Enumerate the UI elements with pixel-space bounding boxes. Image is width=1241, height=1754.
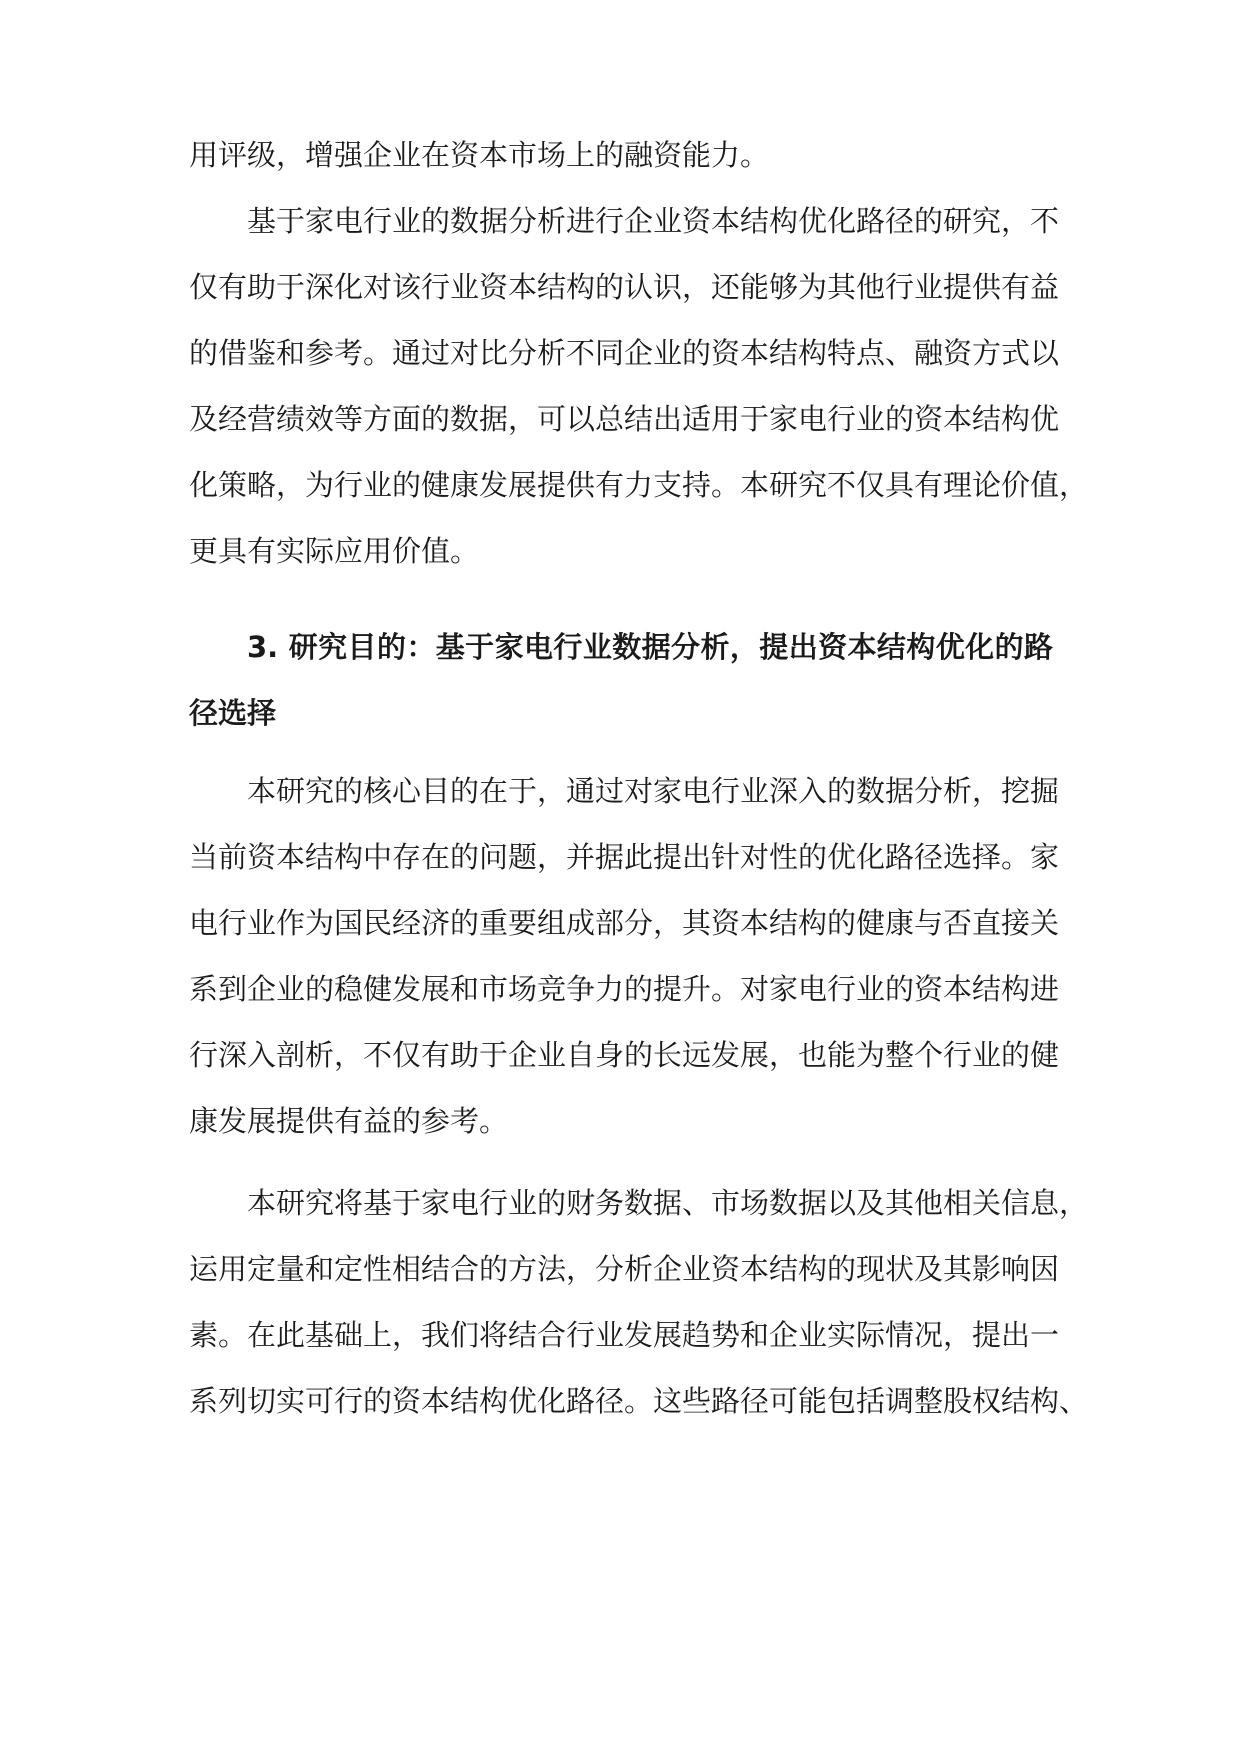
text-line: 电行业作为国民经济的重要组成部分，其资本结构的健康与否直接关: [189, 906, 1060, 940]
text-line: 行深入剖析，不仅有助于企业自身的长远发展，也能为整个行业的健: [189, 1038, 1060, 1072]
text-line: 运用定量和定性相结合的方法，分析企业资本结构的现状及其影响因: [189, 1252, 1060, 1286]
text-line: 用评级，增强企业在资本市场上的融资能力。: [189, 138, 770, 172]
text-line: 化策略，为行业的健康发展提供有力支持。本研究不仅具有理论价值，: [189, 468, 1089, 502]
section-heading: 径选择: [189, 696, 277, 730]
text-line: 仅有助于深化对该行业资本结构的认识，还能够为其他行业提供有益: [189, 270, 1060, 304]
text-line: 基于家电行业的数据分析进行企业资本结构优化路径的研究，不: [247, 204, 1060, 238]
text-line: 及经营绩效等方面的数据，可以总结出适用于家电行业的资本结构优: [189, 402, 1060, 436]
text-line: 系到企业的稳健发展和市场竞争力的提升。对家电行业的资本结构进: [189, 972, 1060, 1006]
text-line: 康发展提供有益的参考。: [189, 1104, 509, 1138]
text-line: 本研究将基于家电行业的财务数据、市场数据以及其他相关信息，: [247, 1186, 1089, 1220]
section-heading: 3. 研究目的：基于家电行业数据分析，提出资本结构优化的路: [247, 630, 1053, 664]
text-line: 当前资本结构中存在的问题，并据此提出针对性的优化路径选择。家: [189, 840, 1060, 874]
text-line: 系列切实可行的资本结构优化路径。这些路径可能包括调整股权结构、: [189, 1384, 1089, 1418]
text-line: 素。在此基础上，我们将结合行业发展趋势和企业实际情况，提出一: [189, 1318, 1060, 1352]
text-line: 本研究的核心目的在于，通过对家电行业深入的数据分析，挖掘: [247, 774, 1060, 808]
text-line: 的借鉴和参考。通过对比分析不同企业的资本结构特点、融资方式以: [189, 336, 1060, 370]
text-line: 更具有实际应用价值。: [189, 534, 480, 568]
